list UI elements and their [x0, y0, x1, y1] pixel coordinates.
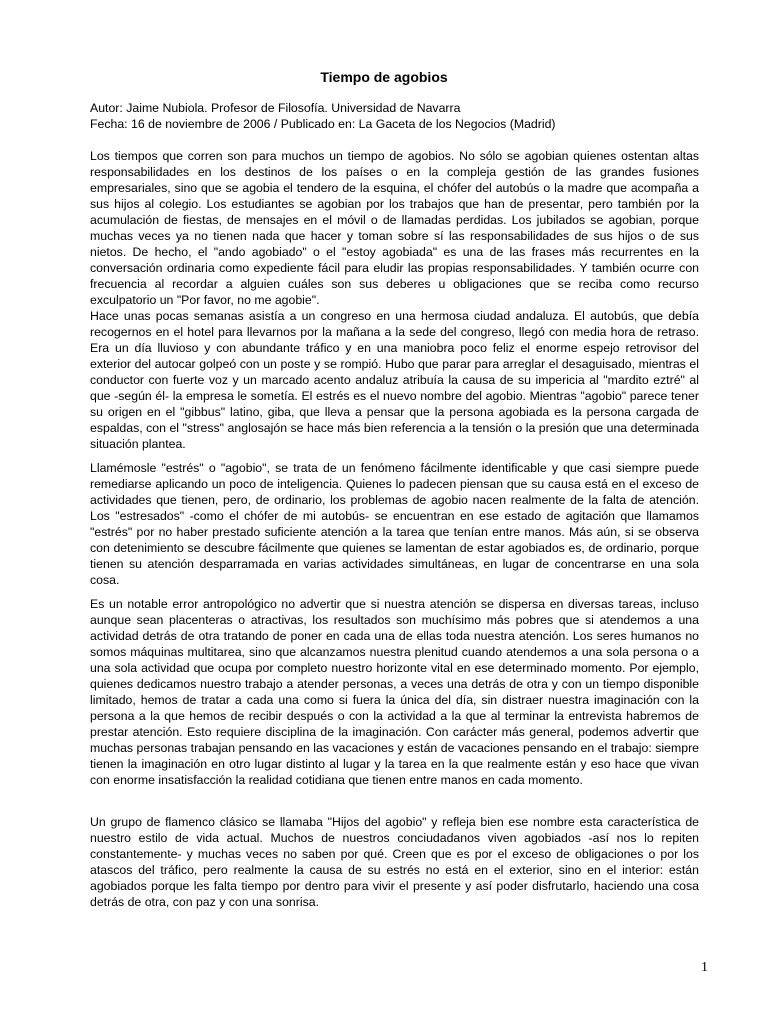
- author-line: Autor: Jaime Nubiola. Profesor de Filosofía. Universidad de Navarra: [90, 101, 461, 115]
- body-paragraph: Hace unas pocas semanas asistía a un congreso en una hermosa ciudad andaluza. El autobús, que debía recogernos en el hotel para llevarnos por la mañana a la sede del congreso, llegó con media hora de retraso. Era un día lluvioso y con abundante tráfico y en una maniobra poco feliz el enorme espejo retrovisor del exterior del autocar golpeó con un poste y se rompió. Hubo que parar para arreglar el desaguisado, mientras el conductor con fuerte voz y un marcado acento andaluz atribuía la causa de su impericia al "mardito eztré" al que -según él- la empresa le sometía. El estrés es el nuevo nombre del agobio. Mientras "agobio" parece tener su origen en el "gibbus" latino, giba, que lleva a pensar que la persona agobiada es la persona cargada de espaldas, con el "stress" anglosajón se hace más bien referencia a la tensión o la presión que una determinada situación plantea.: [90, 309, 699, 451]
- document-title: Tiempo de agobios: [320, 69, 448, 85]
- body-paragraph: Un grupo de flamenco clásico se llamaba "Hijos del agobio" y refleja bien ese nombre esta característica de nuestro estilo de vida actual. Muchos de nuestros conciudadanos viven agobiados -así nos lo repiten constantemente- y muchas veces no saben por qué. Creen que es por el exceso de obligaciones o por los atascos del tráfico, pero realmente la causa de su estrés no está en el exterior, sino en el interior: están agobiados porque les falta tiempo por dentro para vivir el presente y así poder disfrutarlo, haciendo una cosa detrás de otra, con paz y con una sonrisa.: [90, 815, 699, 909]
- body-paragraph: Llamémosle "estrés" o "agobio", se trata de un fenómeno fácilmente identificable y que casi siempre puede remediarse aplicando un poco de inteligencia. Quienes lo padecen piensan que su causa está en el exceso de actividades que tienen, pero, de ordinario, los problemas de agobio nacen realmente de la falta de atención. Los "estresados" -como el chófer de mi autobús- se encuentran en ese estado de agitación que llamamos "estrés" por no haber prestado suficiente atención a la tarea que tenían entre manos. Más aún, si se observa con detenimiento se descubre fácilmente que quienes se lamentan de estar agobiados es, de ordinario, porque tienen su atención desparramada en varias actividades simultáneas, en lugar de concentrarse en una sola cosa.: [90, 461, 699, 587]
- page-number: 1: [701, 960, 708, 975]
- body-paragraph: Es un notable error antropológico no advertir que si nuestra atención se dispersa en diversas tareas, incluso aunque sean placenteras o atractivas, los resultados son muchísimo más pobres que si atendemos a una actividad detrás de otra tratando de poner en cada una de ellas toda nuestra atención. Los seres humanos no somos máquinas multitarea, sino que alcanzamos nuestra plenitud cuando atendemos a una sola persona o a una sola actividad que ocupa por completo nuestro horizonte vital en ese determinado momento. Por ejemplo, quienes dedicamos nuestro trabajo a atender personas, a veces una detrás de otra y con un tiempo disponible limitado, hemos de tratar a cada una como si fuera la única del día, sin distraer nuestra imaginación con la persona a la que hemos de recibir después o con la actividad a la que al terminar la entrevista habremos de prestar atención. Esto requiere disciplina de la imaginación. Con carácter más general, podemos advertir que muchas personas trabajan pensando en las vacaciones y están de vacaciones pensando en el trabajo: siempre tienen la imaginación en otro lugar distinto al lugar y la tarea en la que realmente están y eso hace que vivan con enorme insatisfacción la realidad cotidiana que tienen entre manos en cada momento.: [90, 597, 699, 787]
- date-line: Fecha: 16 de noviembre de 2006 / Publicado en: La Gaceta de los Negocios (Madrid): [90, 117, 556, 131]
- body-paragraph: Los tiempos que corren son para muchos un tiempo de agobios. No sólo se agobian quienes ostentan altas responsabilidades en los destinos de los países o en la compleja gestión de las grandes fusiones empresariales, sino que se agobia el tendero de la esquina, el chófer del autobús o la madre que acompaña a sus hijos al colegio. Los estudiantes se agobian por los trabajos que han de presentar, pero también por la acumulación de fiestas, de mensajes en el móvil o de llamadas perdidas. Los jubilados se agobian, porque muchas veces ya no tienen nada que hacer y toman sobre sí las responsabilidades de sus hijos o de sus nietos. De hecho, el "ando agobiado" o el "estoy agobiada" es una de las frases más recurrentes en la conversación ordinaria como expediente fácil para eludir las propias responsabilidades. Y también ocurre con frecuencia al recordar a alguien cuáles son sus deberes u obligaciones que se reciba como recurso exculpatorio un "Por favor, no me agobie".: [90, 149, 699, 307]
